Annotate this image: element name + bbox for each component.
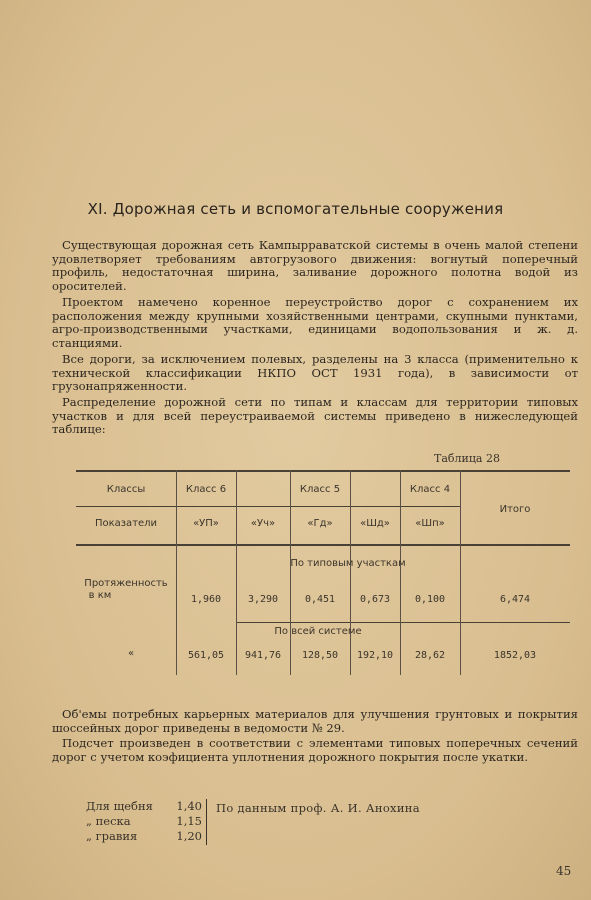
row-label-length: Протяженность <box>84 578 168 589</box>
footnote-brace <box>206 799 207 845</box>
paragraph-text: Существующая дорожная сеть Кампырраватской системы в очень малой степени удовлетворяет требованиям автогрузового движения: вогнутый поперечный профиль, недостаточная ширина, заливание дорожного полотна водой из оросителей. <box>52 238 578 293</box>
table-col-rule <box>176 470 177 675</box>
header-shd: «Шд» <box>360 518 390 529</box>
header-uch: «Уч» <box>250 518 276 529</box>
footnote-source: По данным проф. А. И. Анохина <box>216 801 420 815</box>
section-whole-system: По всей системе <box>274 626 362 637</box>
value-row2-shp: 28,62 <box>414 650 446 661</box>
row-label-unit: в км <box>88 590 112 601</box>
paragraph-text: Подсчет произведен в соответствии с элементами типовых поперечных сечений дорог с учетом коэфициента уплотнения дорожного покрытия после укатки. <box>52 736 578 764</box>
paragraph-classes <box>52 353 578 394</box>
compaction-coefficients <box>86 799 202 844</box>
header-classes: Классы <box>106 484 146 495</box>
value-row2-up: 561,05 <box>187 650 225 661</box>
coefficient-value: 1,40 <box>176 799 202 813</box>
coefficient-row <box>86 829 202 844</box>
value-row2-gd: 128,50 <box>301 650 339 661</box>
value-row2-total: 1852,03 <box>493 650 537 661</box>
table-col-rule <box>236 470 237 675</box>
table-col-rule <box>290 470 291 675</box>
table-col-rule <box>460 470 461 675</box>
coefficient-row <box>86 799 202 814</box>
header-indicators: Показатели <box>94 518 158 529</box>
coefficient-label: „ песка <box>86 814 131 828</box>
coefficient-label: „ гравия <box>86 829 138 843</box>
header-class6: Класс 6 <box>185 484 227 495</box>
header-gd: «Гд» <box>307 518 333 529</box>
table-header-rule-2 <box>76 544 570 546</box>
coefficient-value: 1,15 <box>176 814 202 828</box>
section-title: XI. Дорожная сеть и вспомогательные сооружения <box>87 200 504 218</box>
section-typical-sites: По типовым участкам <box>290 558 406 569</box>
header-total: Итого <box>499 504 531 515</box>
coefficient-label: Для щебня <box>86 799 153 813</box>
table-header-rule-1 <box>76 506 460 507</box>
table-col-rule <box>400 470 401 675</box>
value-row1-shd: 0,673 <box>359 594 391 605</box>
coefficient-row <box>86 814 202 829</box>
paragraph-text: Об'емы потребных карьерных материалов для улучшения грунтовых и покрытия шоссейных дорог приведены в ведомости № 29. <box>52 707 578 735</box>
paragraph-text: Проектом намечено коренное переустройство дорог с сохранением их расположения между крупными хозяйственными центрами, скупными пунктами, агро-производственными участками, единицами водопользования и ж. д. станциями. <box>52 295 578 350</box>
value-row1-uch: 3,290 <box>247 594 279 605</box>
paragraph-existing-network <box>52 239 578 293</box>
value-row1-up: 1,960 <box>190 594 222 605</box>
paragraph-materials <box>52 708 578 735</box>
table-section-rule <box>236 622 570 623</box>
value-row1-shp: 0,100 <box>414 594 446 605</box>
header-class5: Класс 5 <box>299 484 341 495</box>
value-row2-shd: 192,10 <box>356 650 394 661</box>
page-number: 45 <box>556 864 572 878</box>
header-up: «УП» <box>193 518 219 529</box>
value-row1-total: 6,474 <box>499 594 531 605</box>
paragraph-distribution <box>52 396 578 437</box>
road-network-table <box>76 470 570 675</box>
header-class4: Класс 4 <box>409 484 451 495</box>
value-row1-gd: 0,451 <box>304 594 336 605</box>
table-col-rule <box>350 470 351 675</box>
paragraph-project <box>52 296 578 350</box>
header-shp: «Шп» <box>415 518 445 529</box>
paragraph-text: Распределение дорожной сети по типам и классам для территории типовых участков и для всей переустраиваемой системы приведено в нижеследующей таблице: <box>52 395 578 437</box>
ditto-mark: « <box>127 648 135 659</box>
paragraph-calculation <box>52 737 578 764</box>
coefficient-value: 1,20 <box>176 829 202 843</box>
value-row2-uch: 941,76 <box>244 650 282 661</box>
table-top-rule <box>76 470 570 472</box>
table-caption: Таблица 28 <box>434 452 500 465</box>
paragraph-text: Все дороги, за исключением полевых, разделены на 3 класса (применительно к технической классификации НКПО ОСТ 1931 года), в зависимости от грузонапряженности. <box>52 352 578 394</box>
